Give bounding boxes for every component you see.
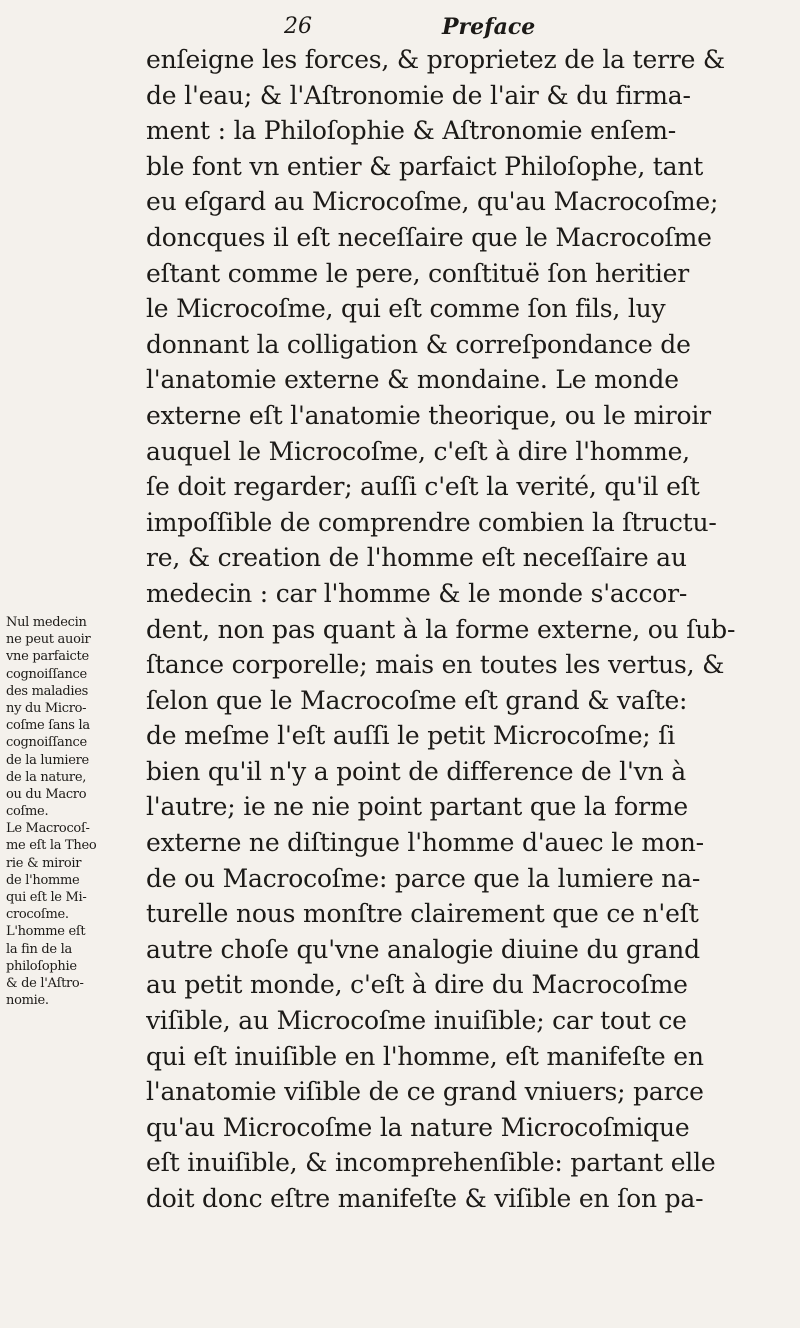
text-line: doit donc eſtre manifeſte & viſible en ſon pa- <box>146 1184 704 1213</box>
body-text <box>146 42 794 1217</box>
text-line: autre choſe qu'vne analogie diuine du grand <box>146 934 700 964</box>
text-line: l'autre; ie ne nie point partant que la forme <box>146 792 688 822</box>
margin-note-line: qui eſt le Mi- <box>6 890 87 905</box>
text-line: impoſſible de comprendre combien la ſtructu- <box>146 507 717 537</box>
margin-note <box>6 820 138 923</box>
margin-note-line: & de l'Aſtro- <box>6 975 84 991</box>
text-line: externe ne diſtingue l'homme d'auec le mon- <box>146 828 704 858</box>
margin-note-line: de la lumiere <box>6 752 89 768</box>
text-line: auquel le Microcoſme, c'eſt à dire l'homme, <box>146 436 690 466</box>
text-line: re, & creation de l'homme eſt neceſſaire au <box>146 543 687 573</box>
text-line: le Microcoſme, qui eſt comme ſon fils, luy <box>146 294 666 324</box>
margin-note <box>6 614 138 820</box>
margin-notes <box>6 614 138 1009</box>
margin-note-line: me eſt la Theo <box>6 838 97 854</box>
margin-note-line: la fin de la <box>6 941 72 957</box>
text-line: eu eſgard au Microcoſme, qu'au Macrocoſme; <box>146 187 719 217</box>
margin-note-line: vne parfaicte <box>6 649 89 665</box>
margin-note-line: cognoiſſance <box>6 666 87 682</box>
margin-note-line: L'homme eſt <box>6 924 86 940</box>
margin-note-line: de la nature, <box>6 769 87 785</box>
margin-note-line: coſme ſans la <box>6 718 90 734</box>
text-line: turelle nous monſtre clairement que ce n'eſt <box>146 899 699 929</box>
text-line: dent, non pas quant à la forme externe, ou ſub- <box>146 614 736 644</box>
text-line: qui eſt inuiſible en l'homme, eſt manifeſte en <box>146 1041 704 1071</box>
margin-note-line: ou du Macro <box>6 786 87 802</box>
margin-note-line: Nul medecin <box>6 615 87 630</box>
text-line: ble font vn entier & parfaict Philoſophe, tant <box>146 151 704 181</box>
margin-note-line: cognoiſſance <box>6 735 87 751</box>
text-line: doncques il eſt neceſſaire que le Macrocoſme <box>146 222 712 252</box>
text-line: externe eſt l'anatomie theorique, ou le miroir <box>146 400 711 430</box>
text-line: ment : la Philoſophie & Aſtronomie enſem- <box>146 116 676 146</box>
text-line: au petit monde, c'eſt à dire du Macrocoſme <box>146 970 688 1000</box>
text-line: ſe doit regarder; auſſi c'eſt la verité, qu'il eſt <box>146 472 700 502</box>
text-line: de l'eau; & l'Aſtronomie de l'air & du firma- <box>146 80 691 110</box>
text-line: l'anatomie viſible de ce grand vniuers; parce <box>146 1077 704 1107</box>
margin-note-line: ny du Micro- <box>6 700 87 716</box>
margin-note-line: nomie. <box>6 993 49 1009</box>
text-line: eſt inuiſible, & incomprehenſible: partant elle <box>146 1148 716 1178</box>
text-line: ſelon que le Macrocoſme eſt grand & vaſte: <box>146 685 688 715</box>
margin-note-line: de l'homme <box>6 872 80 888</box>
text-line: medecin : car l'homme & le monde s'accor- <box>146 578 688 608</box>
text-line: de ou Macrocoſme: parce que la lumiere na- <box>146 863 701 893</box>
text-line: enſeigne les forces, & proprietez de la terre & <box>146 45 725 74</box>
margin-note-line: des maladies <box>6 683 89 699</box>
margin-note-line: coſme. <box>6 804 49 820</box>
text-line: qu'au Microcoſme la nature Microcoſmique <box>146 1112 690 1142</box>
text-line: bien qu'il n'y a point de difference de l'vn à <box>146 756 686 786</box>
margin-note-line: philoſophie <box>6 958 77 974</box>
text-line: l'anatomie externe & mondaine. Le monde <box>146 365 679 395</box>
margin-note-line: ne peut auoir <box>6 632 91 648</box>
margin-note-line: Le Macrocoſ- <box>6 821 90 837</box>
text-line: ſtance corporelle; mais en toutes les vertus, & <box>146 650 725 680</box>
margin-note <box>6 923 138 1009</box>
text-line: donnant la colligation & correſpondance de <box>146 329 691 359</box>
page-number: 26 <box>284 14 312 39</box>
text-line: de meſme l'eſt auſſi le petit Microcoſme; ſi <box>146 721 676 751</box>
margin-note-line: crocoſme. <box>6 907 69 923</box>
page-header <box>284 14 704 44</box>
text-line: eſtant comme le pere, conſtituë ſon heritier <box>146 258 689 288</box>
running-title: Preface <box>442 14 536 40</box>
text-line: viſible, au Microcoſme inuiſible; car tout ce <box>146 1006 687 1036</box>
margin-note-line: rie & miroir <box>6 855 82 871</box>
